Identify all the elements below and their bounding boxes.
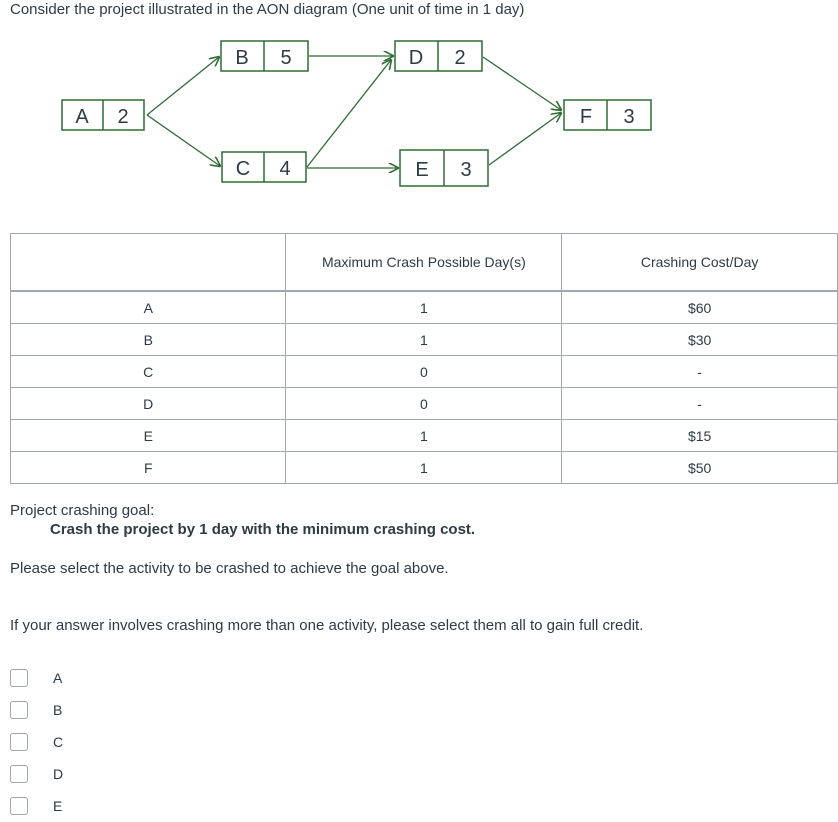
node-c-label: C bbox=[235, 158, 251, 180]
node-e bbox=[400, 150, 488, 186]
node-b-duration: 5 bbox=[280, 47, 292, 69]
cell-max-crash: 1 bbox=[286, 452, 562, 484]
node-b bbox=[221, 41, 308, 71]
node-b-label: B bbox=[235, 47, 249, 69]
table-row bbox=[11, 324, 838, 356]
edge-d-f bbox=[483, 57, 561, 110]
option-b-label[interactable]: B bbox=[53, 702, 63, 718]
header-max-crash: Maximum Crash Possible Day(s) bbox=[286, 234, 562, 292]
cell-activity: A bbox=[11, 291, 286, 324]
option-e-label[interactable]: E bbox=[53, 798, 63, 814]
crash-table bbox=[10, 233, 838, 484]
cell-activity: B bbox=[11, 324, 286, 356]
table-row bbox=[11, 291, 838, 324]
option-a-label[interactable]: A bbox=[53, 670, 63, 686]
header-activity bbox=[11, 234, 286, 292]
cell-cost: $50 bbox=[562, 452, 838, 484]
node-f-label: F bbox=[579, 106, 593, 128]
header-crash-cost: Crashing Cost/Day bbox=[562, 234, 838, 292]
table-row bbox=[11, 388, 838, 420]
cell-activity: F bbox=[11, 452, 286, 484]
option-b-checkbox[interactable] bbox=[10, 701, 28, 719]
aon-diagram bbox=[0, 0, 838, 200]
cell-cost: - bbox=[562, 388, 838, 420]
node-c bbox=[222, 152, 306, 182]
node-d-duration: 2 bbox=[454, 47, 466, 69]
cell-cost: $30 bbox=[562, 324, 838, 356]
node-a-duration: 2 bbox=[117, 106, 129, 128]
cell-cost: - bbox=[562, 356, 838, 388]
cell-max-crash: 1 bbox=[286, 420, 562, 452]
cell-cost: $15 bbox=[562, 420, 838, 452]
option-d-label[interactable]: D bbox=[53, 766, 64, 782]
cell-max-crash: 1 bbox=[286, 324, 562, 356]
option-d[interactable] bbox=[10, 758, 63, 790]
edge-a-c bbox=[147, 115, 220, 166]
note-text: If your answer involves crashing more than one activity, please select them all to gain full credit. bbox=[10, 617, 644, 634]
goal-label: Project crashing goal: bbox=[10, 502, 155, 519]
option-e-checkbox[interactable] bbox=[10, 797, 28, 815]
cell-max-crash: 1 bbox=[286, 291, 562, 324]
table-row bbox=[11, 452, 838, 484]
node-f bbox=[564, 100, 651, 130]
option-a[interactable] bbox=[10, 662, 63, 694]
node-f-duration: 3 bbox=[623, 106, 635, 128]
option-c-checkbox[interactable] bbox=[10, 733, 28, 751]
option-d-checkbox[interactable] bbox=[10, 765, 28, 783]
option-e[interactable] bbox=[10, 790, 63, 822]
table-row bbox=[11, 356, 838, 388]
node-a bbox=[62, 100, 144, 130]
node-d bbox=[395, 41, 482, 71]
instruction-text: Please select the activity to be crashed to achieve the goal above. bbox=[10, 560, 449, 577]
cell-activity: E bbox=[11, 420, 286, 452]
goal-text: Crash the project by 1 day with the minimum crashing cost. bbox=[50, 521, 476, 538]
edge-e-f bbox=[489, 113, 561, 165]
edge-c-d bbox=[307, 60, 391, 167]
option-c[interactable] bbox=[10, 726, 63, 758]
node-e-duration: 3 bbox=[460, 159, 472, 181]
answer-options bbox=[10, 662, 63, 822]
option-c-label[interactable]: C bbox=[53, 734, 64, 750]
cell-cost: $60 bbox=[562, 291, 838, 324]
edge-a-b bbox=[147, 57, 219, 115]
node-a-label: A bbox=[75, 106, 89, 128]
question-title: Consider the project illustrated in the AON diagram (One unit of time in 1 day) bbox=[10, 1, 525, 18]
node-e-label: E bbox=[415, 159, 429, 181]
cell-max-crash: 0 bbox=[286, 356, 562, 388]
option-b[interactable] bbox=[10, 694, 63, 726]
table-row bbox=[11, 420, 838, 452]
cell-activity: C bbox=[11, 356, 286, 388]
cell-max-crash: 0 bbox=[286, 388, 562, 420]
option-a-checkbox[interactable] bbox=[10, 669, 28, 687]
cell-activity: D bbox=[11, 388, 286, 420]
node-d-label: D bbox=[408, 47, 424, 69]
table-header-row bbox=[11, 234, 838, 292]
node-c-duration: 4 bbox=[279, 158, 291, 180]
